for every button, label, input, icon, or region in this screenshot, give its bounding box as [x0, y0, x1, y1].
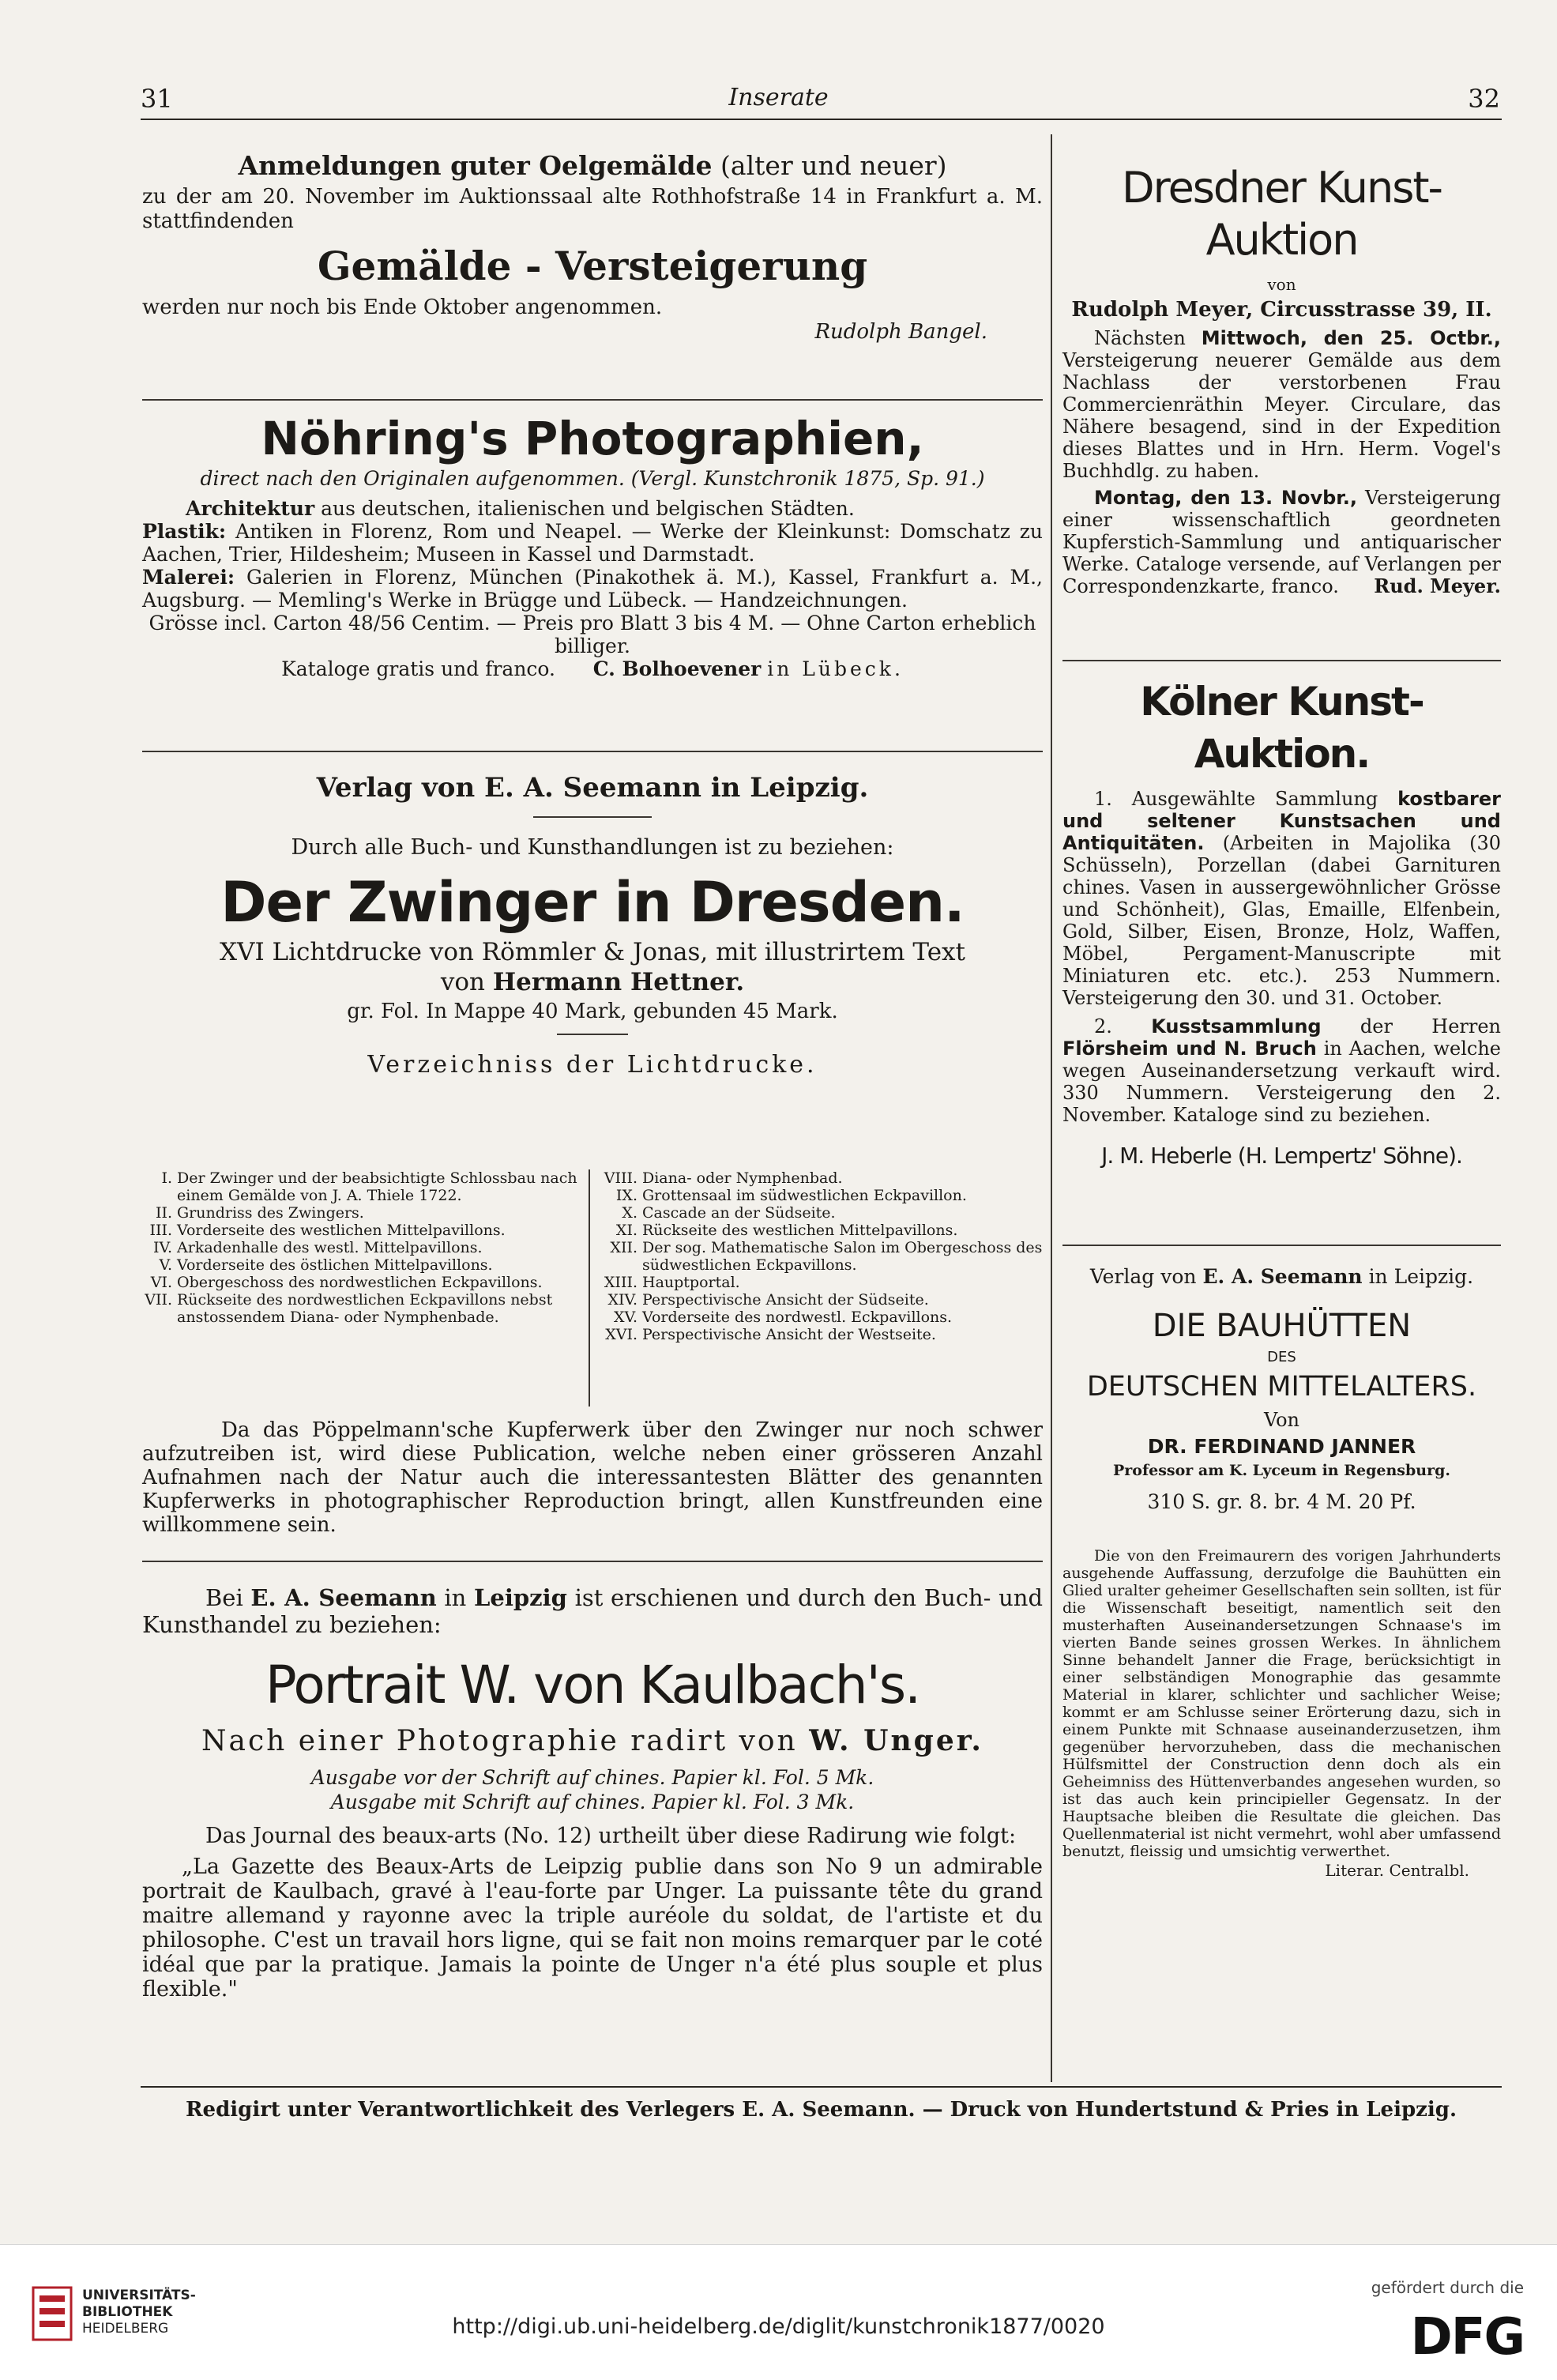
list-item: XIV. Perspectivische Ansicht der Südseite. — [607, 1291, 929, 1309]
section-title: Inserate — [728, 84, 829, 111]
ad-noehring-catalog-line — [142, 657, 1043, 681]
ad-bauhuetten-title2: DES — [1267, 1349, 1296, 1365]
ad-kaulbach-journal: Das Journal des beaux-arts (No. 12) urtheilt über diese Radirung wie folgt: — [205, 1824, 1017, 1848]
ad-dresden-p2-text: Versteigerung einer wissenschaftlich geordneten Kupferstich-Sammlung und antiquarischer Werke. Cataloge versende, auf Verlangen per Correspondenzkarte, franco. — [1062, 487, 1501, 597]
list-item: V. Vorderseite des östlichen Mittelpavillons. — [159, 1256, 493, 1274]
ad-noehring-plastik — [142, 520, 1043, 566]
ad-noehring — [142, 411, 1043, 681]
list-item: XII. Der sog. Mathematische Salon im Obergeschoss des südwestlichen Eckpavillons. — [610, 1239, 1043, 1274]
ad-kaulbach-intro — [142, 1584, 1043, 1638]
separator — [142, 751, 1043, 752]
ad-noehring-title: Nöhring's Photographien, — [261, 412, 924, 465]
ad-noehring-subtitle: direct nach den Originalen aufgenommen. (Vergl. Kunstchronik 1875, Sp. 91.) — [200, 467, 985, 490]
ad-kaulbach-city: Leipzig — [474, 1584, 567, 1611]
ad-kaulbach-intro-pre: Bei — [205, 1584, 243, 1611]
ad-koeln-item2 — [1062, 1015, 1501, 1126]
library-name-line3: HEIDELBERG — [82, 2321, 169, 2337]
ad-zwinger-intro: Durch alle Buch- und Kunsthandlungen ist zu beziehen: — [291, 835, 894, 860]
ad-bangel-line1: zu der am 20. November im Auktionssaal alte Rothhofstraße 14 in Frankfurt a. M. stattfindenden — [142, 185, 1043, 233]
short-rule — [533, 816, 652, 818]
header-rule — [141, 119, 1502, 120]
ad-kaulbach-edition2: Ausgabe mit Schrift auf chines. Papier kl. Fol. 3 Mk. — [330, 1791, 855, 1813]
ad-zwinger-list-title: Verzeichniss der Lichtdrucke. — [367, 1051, 818, 1079]
list-item: I. Der Zwinger und der beabsichtigte Schlossbau nach einem Gemälde von J. A. Thiele 1722. — [161, 1169, 577, 1204]
ad-dresden-firm: Rudolph Meyer, Circusstrasse 39, II. — [1071, 298, 1492, 322]
ad-zwinger — [142, 770, 1043, 1081]
ad-koeln-item2-mid: der Herren — [1360, 1015, 1501, 1037]
zwinger-list-left — [142, 1169, 581, 1326]
ad-dresden-signature: Rud. Meyer. — [1374, 574, 1501, 597]
ad-noehring-seller: C. Bolhoevener — [592, 657, 762, 680]
ad-bauhuetten-publisher — [1062, 1264, 1501, 1290]
list-item: XI. Rückseite des westlichen Mittelpavillons. — [615, 1222, 958, 1239]
ad-koeln-item1-pre: 1. Ausgewählte Sammlung — [1094, 788, 1378, 810]
label-malerei: Malerei: — [142, 566, 235, 589]
ad-dresden-p2-date: Montag, den 13. Novbr., — [1094, 487, 1357, 509]
ad-dresden-von: von — [1267, 275, 1296, 294]
ad-zwinger-publisher: Verlag von E. A. Seemann in Leipzig. — [316, 772, 869, 804]
ad-noehring-catalog: Kataloge gratis und franco. — [281, 657, 555, 680]
ad-bangel-heading: Anmeldungen guter Oelgemälde — [238, 150, 713, 181]
permalink-url[interactable]: http://digi.ub.uni-heidelberg.de/diglit/kunstchronik1877/0020 — [452, 2314, 1105, 2339]
ad-bangel-signature: Rudolph Bangel. — [814, 320, 987, 344]
separator — [1062, 1245, 1501, 1246]
ad-bangel — [142, 150, 1043, 345]
ad-bauhuetten-publisher-pre: Verlag von — [1089, 1265, 1197, 1288]
ad-kaulbach-intro-tail: ist erschienen und durch den Buch- und Kunsthandel zu beziehen: — [142, 1584, 1044, 1638]
ad-bauhuetten-source: Literar. Centralbl. — [1325, 1861, 1469, 1880]
text-malerei: Galerien in Florenz, München (Pinakothek ä. M.), Kassel, Frankfurt a. M., Augsburg. — Memling's Werke in Brügge und Lübeck. — Handzeichnungen. — [142, 566, 1043, 612]
list-item: VII. Rückseite des nordwestlichen Eckpavillons nebst anstossendem Diana- oder Nymphenbade. — [145, 1291, 553, 1326]
ad-zwinger-desc2-pre: von — [440, 968, 485, 996]
text-architektur: aus deutschen, italienischen und belgischen Städten. — [321, 497, 855, 520]
list-item: XIII. Hauptportal. — [604, 1274, 740, 1291]
ad-bangel-line2: werden nur noch bis Ende Oktober angenommen. — [142, 296, 663, 319]
ad-zwinger-body: Da das Pöppelmann'sche Kupferwerk über den Zwinger nur noch schwer aufzutreiben ist, wird diese Publication, welche neben einer grösseren Anzahl Aufnahmen nach der Natur auch die interessantesten Blätter des genannten Kupferwerks in photographischer Reproduction bringt, allen Kunstfreunden eine willkommene sein. — [142, 1418, 1043, 1537]
list-item: XVI. Perspectivische Ansicht der Westseite. — [605, 1326, 936, 1343]
label-architektur: Architektur — [186, 497, 315, 520]
ad-dresden-p1 — [1062, 327, 1501, 482]
ad-bauhuetten-title3: DEUTSCHEN MITTELALTERS. — [1086, 1371, 1477, 1403]
ad-noehring-malerei — [142, 566, 1043, 612]
list-item: IX. Grottensaal im südwestlichen Eckpavillon. — [615, 1187, 967, 1204]
ad-bauhuetten-publisher-name: E. A. Seemann — [1202, 1265, 1363, 1288]
ad-dresden-p1-text: Versteigerung neuerer Gemälde aus dem Nachlass der verstorbenen Frau Commercienräthin Meyer. Circulare, das Nähere besagend, sind in der Expedition dieses Blattes und in Hrn. Herm. Vogel's Buchhdlg. zu haben. — [1062, 349, 1501, 482]
ad-kaulbach-quote: „La Gazette des Beaux-Arts de Leipzig publie dans son No 9 un admirable portrait de Kaulbach, gravé à l'eau-forte par Unger. La puissante tête du grand maitre allemand y rayonne avec la triple auréole du soldat, de l'artiste et du philosophe. C'est un travail hors ligne, qui se fait non moins remarquer par le coté idéal que par la pratique. Jamais la pointe de Unger n'a été plus souple et plus flexible." — [142, 1855, 1043, 2002]
ad-zwinger-price: gr. Fol. In Mappe 40 Mark, gebunden 45 Mark. — [347, 1000, 838, 1023]
ad-koeln-item2-text: in Aachen, welche wegen Auseinandersetzung verkauft wird. 330 Nummern. Versteigerung den 2. November. Kataloge sind zu beziehen. — [1062, 1037, 1501, 1126]
short-rule — [557, 1034, 628, 1035]
dfg-logo: DFG — [1410, 2308, 1524, 2367]
library-name-line1: UNIVERSITÄTS- — [82, 2288, 196, 2303]
ad-bauhuetten-title1: DIE BAUHÜTTEN — [1152, 1308, 1412, 1344]
list-item: IV. Arkadenhalle des westl. Mittelpavillons. — [153, 1239, 483, 1256]
ad-koeln-item1-bold: kostbarer und seltener Kunstsachen und Antiquitäten. — [1062, 788, 1501, 854]
ad-koeln-item1-text: (Arbeiten in Majolika (30 Schüsseln), Porzellan (dabei Garnituren chines. Vasen in aussergewöhnlicher Grösse und Schönheit), Glas, Emaille, Elfenbein, Gold, Silber, Eisen, Bronze, Holz, Waffen, Möbel, Pergament-Manuscripte mit Miniaturen etc. etc.). 253 Nummern. Versteigerung den 30. und 31. October. — [1062, 832, 1501, 1009]
list-item: VI. Obergeschoss des nordwestlichen Eckpavillons. — [150, 1274, 543, 1291]
list-item: III. Vorderseite des westlichen Mittelpavillons. — [149, 1222, 506, 1239]
imprint: Redigirt unter Verantwortlichkeit des Verlegers E. A. Seemann. — Druck von Hundertstund & Pries in Leipzig. — [185, 2098, 1457, 2122]
right-page-number: 32 — [1468, 84, 1500, 114]
ad-bauhuetten-price: 310 S. gr. 8. br. 4 M. 20 Pf. — [1147, 1490, 1416, 1513]
ad-zwinger-desc1: XVI Lichtdrucke von Römmler & Jonas, mit illustrirtem Text — [219, 938, 965, 966]
ad-noehring-seller-tail: in Lübeck. — [767, 657, 904, 680]
ad-dresden-title: Dresdner Kunst-Auktion — [1121, 163, 1442, 265]
ad-bangel-heading-tail: (alter und neuer) — [720, 150, 947, 181]
ad-kaulbach-subtitle — [142, 1722, 1043, 1761]
funded-by-label: gefördert durch die — [1371, 2278, 1524, 2297]
ad-koeln-firm: J. M. Heberle (H. Lempertz' Söhne). — [1101, 1143, 1462, 1169]
library-name-line2: BIBLIOTHEK — [82, 2304, 173, 2320]
list-divider — [589, 1169, 590, 1407]
ad-bauhuetten-review: Die von den Freimaurern des vorigen Jahrhunderts ausgehende Auffassung, derzufolge die Bauhütten ein Glied uralter geheimer Gesellschaften sein sollten, ist für die Wissenschaft beseitigt, namentlich seit den musterhaften Auseinandersetzungen Schnaase's im vierten Bande seines grossen Werkes. In ähnlichem Sinne behandelt Janner die Frage, berücksichtigt in einer selbständigen Monographie das gesammte Material in klarer, schlichter und sachlicher Weise; kommt er am Schlusse seiner Erörterung dazu, sich in einem Punkte mit Schnaase auseinanderzusetzen, ihm gegenüber hervorzuheben, dass die mechanischen Hülfsmittel der Construction denn doch als ein Geheimniss des Hüttenverbandes angesehen wurden, so ist das auch kein principieller Gegensatz. In der Hauptsache bleiben die Resultate die gleichen. Das Quellenmaterial ist nicht vermehrt, wohl aber umfassend benutzt, fleissig und umsichtig verwerthet. — [1062, 1547, 1501, 1860]
ad-kaulbach — [142, 1584, 1043, 2002]
ad-koeln — [1062, 676, 1501, 1172]
ad-zwinger-author: Hermann Hettner. — [492, 968, 745, 996]
library-footer — [0, 2244, 1557, 2380]
ad-kaulbach-title: Portrait W. von Kaulbach's. — [265, 1655, 920, 1715]
ad-noehring-architektur — [142, 497, 1043, 520]
ad-koeln-item2-pre: 2. — [1094, 1015, 1112, 1037]
ad-bauhuetten — [1062, 1264, 1501, 1881]
label-plastik: Plastik: — [142, 520, 227, 543]
imprint-rule — [141, 2086, 1502, 2088]
separator — [1062, 660, 1501, 661]
ad-koeln-item2-names: Flörsheim und N. Bruch — [1062, 1037, 1317, 1060]
ad-zwinger-desc2 — [142, 967, 1043, 997]
ad-koeln-item2-bold: Kusstsammlung — [1151, 1015, 1322, 1037]
ad-kaulbach-engraver: W. Unger. — [809, 1724, 983, 1757]
separator — [142, 1561, 1043, 1562]
ad-kaulbach-intro-mid: in — [444, 1584, 467, 1611]
left-page-number: 31 — [141, 84, 173, 114]
ad-kaulbach-edition1: Ausgabe vor der Schrift auf chines. Papier kl. Fol. 5 Mk. — [310, 1766, 874, 1789]
ad-kaulbach-sub-pre: Nach einer Photographie radirt von — [201, 1725, 798, 1757]
ad-bauhuetten-author-role: Professor am K. Lyceum in Regensburg. — [1112, 1462, 1451, 1479]
ad-koeln-item1 — [1062, 788, 1501, 1009]
list-item: X. Cascade an der Südseite. — [622, 1204, 836, 1222]
text-plastik: Antiken in Florenz, Rom und Neapel. — Werke der Kleinkunst: Domschatz zu Aachen, Trier, Hildesheim; Museen in Kassel und Darmstadt. — [142, 520, 1044, 566]
ad-bangel-title: Gemälde - Versteigerung — [317, 243, 868, 289]
list-item: VIII. Diana- oder Nymphenbad. — [604, 1169, 843, 1187]
zwinger-list-right — [596, 1169, 1043, 1343]
column-divider — [1051, 134, 1052, 2082]
ad-bauhuetten-publisher-tail: in Leipzig. — [1368, 1265, 1474, 1288]
list-item: XV. Vorderseite des nordwestl. Eckpavillons. — [614, 1309, 953, 1326]
ad-dresden — [1062, 162, 1501, 597]
ad-dresden-p1-pre: Nächsten — [1094, 327, 1186, 349]
ad-zwinger-title: Der Zwinger in Dresden. — [220, 870, 965, 935]
ad-kaulbach-publisher: E. A. Seemann — [250, 1584, 437, 1611]
ad-dresden-p2 — [1062, 487, 1501, 597]
separator — [142, 399, 1043, 401]
ad-bauhuetten-von: Von — [1263, 1409, 1300, 1431]
list-item: II. Grundriss des Zwingers. — [155, 1204, 364, 1222]
ad-bauhuetten-author: DR. FERDINAND JANNER — [1147, 1435, 1416, 1458]
ad-dresden-p1-date: Mittwoch, den 25. Octbr., — [1201, 327, 1501, 349]
ad-noehring-size: Grösse incl. Carton 48/56 Centim. — Preis pro Blatt 3 bis 4 M. — Ohne Carton erheblich billiger. — [149, 612, 1036, 657]
ad-koeln-title: Kölner Kunst-Auktion. — [1140, 679, 1423, 777]
